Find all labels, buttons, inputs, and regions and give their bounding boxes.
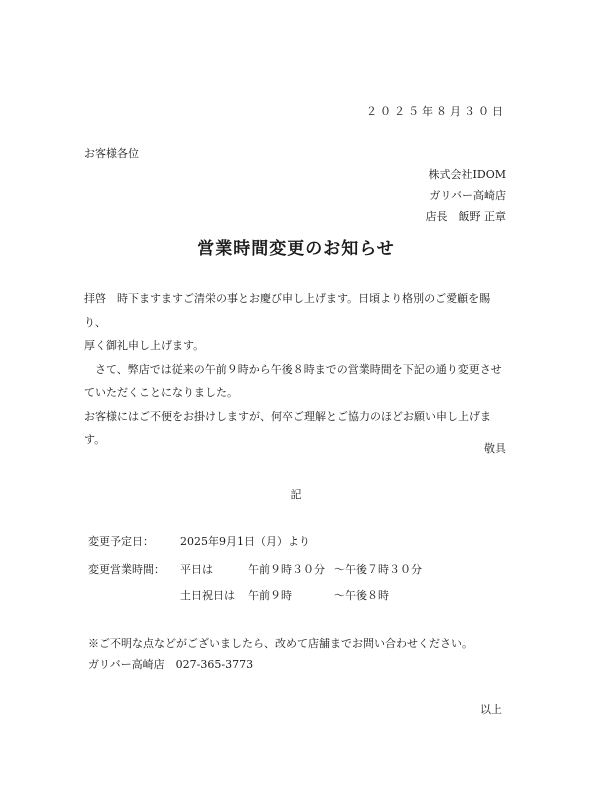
weekday-close: 〜午後７時３０分: [334, 563, 422, 576]
closing-ijou: 以上: [480, 703, 502, 716]
sender-branch: ガリバー高崎店: [429, 189, 506, 202]
body-line: 拝啓 時下ますますご清栄の事とお慶び申し上げます。日頃より格別のご愛顧を賜り、: [84, 292, 491, 329]
document-title: 営業時間変更のお知らせ: [197, 239, 395, 259]
weekday-label: 平日は: [180, 563, 213, 576]
body-line: さて、弊店では従来の午前９時から午後８時までの営業時間を下記の通り変更させ: [95, 362, 502, 376]
sender-manager: 店長 飯野 正章: [425, 210, 506, 223]
change-date-value: 2025年9月1日（月）より: [180, 535, 310, 548]
weekend-open: 午前９時: [248, 589, 292, 602]
change-date-label: 変更予定日：: [88, 535, 154, 548]
weekday-open: 午前９時３０分: [248, 563, 325, 576]
body-line: 厚く御礼申し上げます。: [84, 339, 205, 352]
sender-company: 株式会社IDOM: [428, 168, 506, 181]
weekend-close: 〜午後８時: [334, 589, 389, 602]
contact-info: ガリバー高崎店 027-365-3773: [88, 658, 254, 671]
recipient: お客様各位: [84, 147, 139, 160]
closing-keigu: 敬具: [484, 442, 506, 455]
body-line: お客様にはご不便をお掛けしますが、何卒ご理解とご協力のほどお願い申し上げま: [84, 409, 491, 423]
body-line: ていただくことになりました。: [84, 386, 238, 399]
document-date: ２０２５年８月３０日: [366, 105, 506, 118]
hours-label: 変更営業時間：: [88, 563, 165, 576]
inquiry-note: ※ご不明な点などがございましたら、改めて店舗までお問い合わせください。: [88, 637, 473, 650]
letter-body: [84, 287, 509, 452]
ki-heading: 記: [290, 488, 302, 501]
weekend-label: 土日祝日は: [180, 589, 235, 602]
body-line: す。: [84, 433, 106, 446]
